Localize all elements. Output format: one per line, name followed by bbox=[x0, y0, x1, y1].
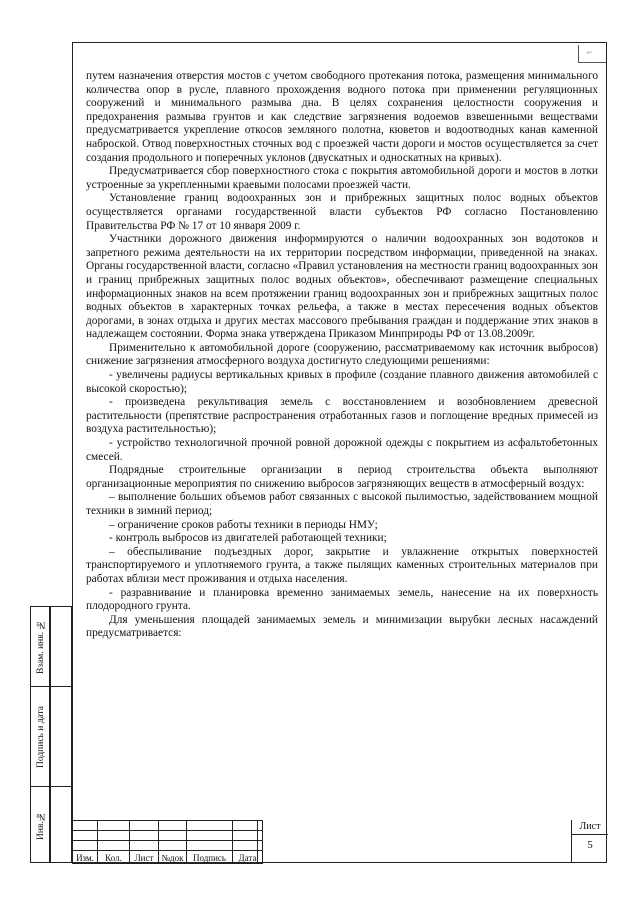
sheet-number: 5 bbox=[587, 839, 593, 851]
revision-table bbox=[72, 820, 263, 864]
sheet-box bbox=[571, 820, 607, 863]
side-value-inv bbox=[51, 787, 71, 864]
header-izm: Изм. bbox=[73, 851, 98, 864]
list-item-1: - увеличены радиусы вертикальных кривых в профиле (создание плавного движения автомобилей с высокой скоростью); bbox=[86, 369, 598, 395]
paragraph-7: Для уменьшения площадей занимаемых земель и минимизации вырубки лесных насаждений предусматривается: bbox=[86, 613, 598, 640]
side-cell-inv bbox=[31, 787, 49, 864]
side-cell-vzam bbox=[31, 607, 49, 687]
paragraph-4: Участники дорожного движения информируются о наличии водоохранных зон водотоков и запретного режима деятельности на их территории посредством информации, приведенной на знаках. Органы государственной власти, согласно «Правил установления на местности границ водоохранных зон и границ прибрежных защитных полос водных объектов», обеспечивают размещение специальных информационных знаков на всем протяжении границ водоохранных зон и прибрежных защитных полос водных объектов в характерных точках рельефа, а также в местах пересечения водных объектов дорогами, в зонах отдыха и других местах массового пребывания граждан и поддержание этих знаков в надлежащем состоянии. Форма знака утверждена Приказом Минприроды РФ от 13.08.2009г. bbox=[86, 233, 598, 341]
list-item-3: - устройство технологичной прочной ровной дорожной одежды с покрытием из асфальтобетонных смесей. bbox=[86, 437, 598, 463]
paragraph-6: Подрядные строительные организации в период строительства объекта выполняют организационные мероприятия по снижению выбросов загрязняющих веществ в атмосферный воздух: bbox=[86, 464, 598, 490]
list-item-7: – обеспыливание подъездных дорог, закрытие и увлажнение открытых поверхностей транспортируемого и уплотняемого грунта, а также пылящих каменных строительных материалов при работах вблизи мест проживания и отдыха населения. bbox=[86, 545, 598, 585]
list-item-6: - контроль выбросов из двигателей работающей техники; bbox=[109, 532, 387, 545]
list-item-5: – ограничение сроков работы техники в периоды НМУ; bbox=[109, 518, 378, 531]
corner-glyph: ⌐ bbox=[587, 47, 593, 57]
header-podpis: Подпись bbox=[187, 851, 233, 864]
paragraph-1: путем назначения отверстия мостов с учетом свободного протекания потока, размещения минимального количества опор в русле, плавного прохождения водного потока при применении регуляционных сооружений и минимального размыва дна. В целях сохранения целостности сооружения и предохранения размыва грунтов и как следствие загрязнения водоемов взвешенными веществами предусматривается укрепление откосов земляного полотна, кюветов и водоотводных канав каменной наброской. Отвод поверхностных сточных вод с проезжей части дороги и мостов осуществляется за счет создания продольного и поперечных уклонов (двускатных и односкатных на кривых). bbox=[86, 70, 598, 164]
side-stamp-values bbox=[50, 606, 72, 863]
podpis-data-label: Подпись и дата bbox=[36, 706, 46, 769]
header-data: Дата bbox=[233, 851, 263, 864]
paragraph-2: Предусматривается сбор поверхностного стока с покрытия автомобильной дороги и мостов в лотки устроенные за укрепленными краевыми полосами проезжей части. bbox=[86, 165, 598, 191]
corner-mark bbox=[578, 45, 606, 63]
side-stamp bbox=[30, 606, 72, 863]
header-list: Лист bbox=[130, 851, 159, 864]
list-item-8: - разравнивание и планировка временно занимаемых земель, нанесение на их поверхность плодородного грунта. bbox=[86, 586, 598, 613]
header-ndok: №док bbox=[159, 851, 187, 864]
title-block bbox=[72, 820, 607, 863]
paragraph-5: Применительно к автомобильной дороге (сооружению, рассматриваемому как источник выбросов) снижение загрязнения атмосферного воздуха достигнуто следующими решениями: bbox=[86, 341, 598, 368]
vzam-inv-label: Взам. инв. № bbox=[36, 619, 46, 675]
list-item-2: - произведена рекультивация земель с восстановлением и возобновлением древесной растительности (препятствие распространения отработанных газов и поглощение вредных примесей из воздуха растительностью); bbox=[86, 396, 598, 436]
sheet-label: Лист bbox=[572, 821, 608, 835]
side-value-podpis bbox=[51, 687, 71, 787]
side-stamp-labels bbox=[30, 606, 50, 863]
inv-podl-label: Инв.№ bbox=[36, 811, 46, 840]
side-cell-podpis bbox=[31, 687, 49, 787]
paragraph-3: Установление границ водоохранных зон и прибрежных защитных полос водных объектов осуществляется органами государственной власти субъектов РФ согласно Постановлению Правительства РФ № 17 от 10 января 2009 г. bbox=[86, 192, 598, 232]
list-item-4: – выполнение больших объемов работ связанных с высокой пылимостью, задействованием мощной техники в зимний период; bbox=[86, 491, 598, 517]
title-block-center bbox=[257, 820, 571, 863]
side-value-vzam bbox=[51, 607, 71, 687]
document-body bbox=[86, 70, 598, 641]
header-kol: Кол. bbox=[98, 851, 130, 864]
